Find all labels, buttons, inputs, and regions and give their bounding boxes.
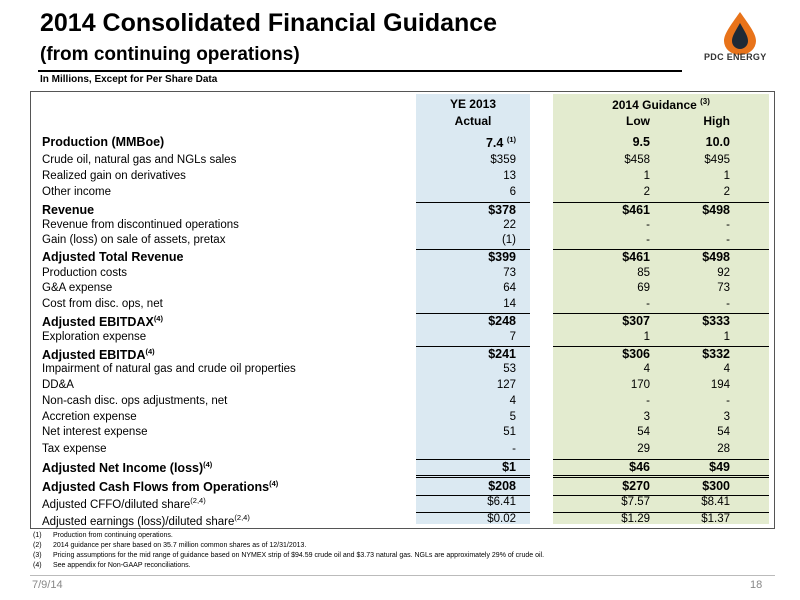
high-value: - [726, 219, 730, 231]
high-value: - [726, 298, 730, 310]
high-value: - [726, 234, 730, 246]
total-rule [553, 313, 769, 314]
total-rule [553, 495, 769, 496]
table-row [30, 219, 773, 235]
ye2013-value: $359 [490, 154, 516, 166]
row-label: Cost from disc. ops, net [42, 298, 163, 310]
row-label: Net interest expense [42, 426, 148, 438]
row-label: Adjusted Cash Flows from Operations$^{(4)}$ [42, 479, 279, 495]
high-value: $8.41 [701, 496, 730, 508]
low-value: 29 [637, 443, 650, 455]
header-guidance-label: 2014 Guidance [612, 98, 697, 112]
low-value: 2 [643, 186, 650, 198]
low-value: - [646, 234, 650, 246]
high-value: 194 [710, 379, 730, 391]
footer-date: 7/9/14 [32, 579, 63, 591]
table-row [30, 479, 773, 495]
table-row [30, 460, 773, 476]
table-row [30, 282, 773, 298]
low-value: 1 [643, 170, 650, 182]
table-row [30, 154, 773, 170]
total-rule [416, 346, 530, 347]
footer-rule [30, 575, 775, 576]
table-row [30, 379, 773, 395]
high-value: 73 [717, 282, 730, 294]
row-label: Realized gain on derivatives [42, 170, 186, 182]
low-value: $307 [622, 314, 650, 328]
ye2013-value: $208 [488, 479, 516, 493]
table-row [30, 267, 773, 283]
ye2013-value: $378 [488, 203, 516, 217]
flame-drop-icon [700, 8, 780, 56]
page-number: 18 [750, 579, 763, 591]
table-row [30, 250, 773, 266]
high-value: $49 [709, 460, 730, 474]
row-label: Accretion expense [42, 411, 137, 423]
title-rule [38, 70, 682, 72]
high-value: $498 [702, 250, 730, 264]
high-value: $333 [702, 314, 730, 328]
table-row [30, 203, 773, 219]
row-label: Adjusted EBITDA$^{(4)}$ [42, 347, 155, 363]
ye2013-value: $6.41 [487, 496, 516, 508]
table-row [30, 496, 773, 512]
total-rule [553, 202, 769, 203]
low-value: $461 [622, 250, 650, 264]
low-value: 69 [637, 282, 650, 294]
row-label: Adjusted earnings (loss)/diluted share$^{(2,4)}$ [42, 513, 250, 528]
high-value: 1 [723, 331, 730, 343]
header-high: High [703, 114, 730, 128]
low-value: 85 [637, 267, 650, 279]
total-rule [416, 495, 530, 496]
total-rule [553, 249, 769, 250]
ye2013-value: $399 [488, 250, 516, 264]
total-rule [416, 202, 530, 203]
high-value: 54 [717, 426, 730, 438]
header-low: Low [626, 114, 650, 128]
table-row [30, 298, 773, 314]
page-title: 2014 Consolidated Financial Guidance [40, 9, 498, 37]
page-subtitle: (from continuing operations) [40, 44, 300, 65]
row-label: Production (MMBoe) [42, 135, 165, 149]
row-label: Impairment of natural gas and crude oil properties [42, 363, 296, 375]
high-value: 10.0 [705, 135, 730, 149]
table-row [30, 347, 773, 363]
ye2013-value: 5 [509, 411, 516, 423]
ye2013-value: $248 [488, 314, 516, 328]
row-label: Exploration expense [42, 331, 147, 343]
row-label: Tax expense [42, 443, 107, 455]
low-value: $458 [624, 154, 650, 166]
high-value: 2 [723, 186, 730, 198]
total-rule [553, 459, 769, 460]
total-rule [416, 313, 530, 314]
row-label: Adjusted Net Income (loss)$^{(4)}$ [42, 460, 213, 476]
table-row [30, 331, 773, 347]
row-label: Crude oil, natural gas and NGLs sales [42, 154, 237, 166]
low-value: $46 [629, 460, 650, 474]
low-value: $1.29 [621, 513, 650, 525]
total-rule [553, 346, 769, 347]
total-rule [553, 512, 769, 513]
total-rule [553, 475, 769, 478]
table-row [30, 426, 773, 442]
high-value: $300 [702, 479, 730, 493]
row-label: Adjusted Total Revenue [42, 250, 184, 264]
row-label: Other income [42, 186, 112, 198]
table-row [30, 135, 773, 151]
footnote: (3) Pricing assumptions for the mid range of guidance based on NYMEX strip of $94.59 crude oil and $3.73 natural gas. NGLs are approximately 29% of crude oil. [33, 552, 545, 559]
total-rule [416, 475, 530, 478]
table-row [30, 443, 773, 459]
table-row [30, 363, 773, 379]
ye2013-value: 73 [503, 267, 516, 279]
row-label: DD&A [42, 379, 74, 391]
header-actual: Actual [454, 114, 492, 128]
table-row [30, 395, 773, 411]
high-value: 1 [723, 170, 730, 182]
units-note: In Millions, Except for Per Share Data [40, 74, 218, 85]
low-value: $270 [622, 479, 650, 493]
high-value: $498 [702, 203, 730, 217]
low-value: - [646, 298, 650, 310]
low-value: $461 [622, 203, 650, 217]
high-value: $332 [702, 347, 730, 361]
ye2013-value: - [512, 443, 516, 455]
header-guidance-footnote: (3) [700, 97, 710, 106]
row-label: Revenue [42, 203, 95, 217]
table-row [30, 170, 773, 186]
row-label: Gain (loss) on sale of assets, pretax [42, 234, 226, 246]
low-value: 1 [643, 331, 650, 343]
row-label: G&A expense [42, 282, 113, 294]
footnote: (2) 2014 guidance per share based on 35.7 million common shares as of 12/31/2013. [33, 542, 307, 549]
low-value: 170 [630, 379, 650, 391]
ye2013-value: 4 [509, 395, 516, 407]
total-rule [416, 249, 530, 250]
ye2013-value: (1) [501, 234, 516, 246]
low-value: 3 [643, 411, 650, 423]
ye2013-value: 64 [503, 282, 516, 294]
low-value: 4 [643, 363, 650, 375]
ye2013-value: 7 [509, 331, 516, 343]
table-row [30, 411, 773, 427]
ye2013-value: 53 [503, 363, 516, 375]
ye2013-value: 51 [503, 426, 516, 438]
low-value: $306 [622, 347, 650, 361]
row-label: Revenue from discontinued operations [42, 219, 239, 231]
ye2013-value: $0.02 [487, 513, 516, 525]
low-value: 54 [637, 426, 650, 438]
footnotes [33, 531, 544, 571]
table-row [30, 513, 773, 529]
total-rule [416, 459, 530, 460]
row-label: Production costs [42, 267, 128, 279]
logo-text: PDC ENERGY [704, 52, 767, 62]
low-value: 9.5 [632, 135, 650, 149]
low-value: - [646, 395, 650, 407]
table-row [30, 314, 773, 330]
header-ye2013: YE 2013 [449, 97, 497, 111]
ye2013-value: $241 [488, 347, 516, 361]
row-label: Adjusted EBITDAX$^{(4)}$ [42, 314, 163, 330]
table-row [30, 234, 773, 250]
high-value: $1.37 [701, 513, 730, 525]
total-rule [416, 512, 530, 513]
footnote: (4) See appendix for Non-GAAP reconciliations. [33, 562, 191, 569]
footnote: (1) Production from continuing operations. [33, 532, 173, 539]
ye2013-value: 6 [509, 186, 516, 198]
header-guidance [553, 97, 769, 112]
ye2013-value: 7.4 $^{(1)}$ [485, 135, 516, 151]
high-value: 4 [723, 363, 730, 375]
row-label: Non-cash disc. ops adjustments, net [42, 395, 228, 407]
row-label: Adjusted CFFO/diluted share$^{(2,4)}$ [42, 496, 206, 511]
high-value: 28 [717, 443, 730, 455]
ye2013-value: 22 [503, 219, 516, 231]
ye2013-value: $1 [502, 460, 516, 474]
high-value: 92 [717, 267, 730, 279]
ye2013-value: 13 [503, 170, 516, 182]
ye2013-value: 127 [496, 379, 516, 391]
high-value: $495 [704, 154, 730, 166]
high-value: 3 [723, 411, 730, 423]
low-value: $7.57 [621, 496, 650, 508]
low-value: - [646, 219, 650, 231]
table-row [30, 186, 773, 202]
ye2013-value: 14 [503, 298, 516, 310]
high-value: - [726, 395, 730, 407]
